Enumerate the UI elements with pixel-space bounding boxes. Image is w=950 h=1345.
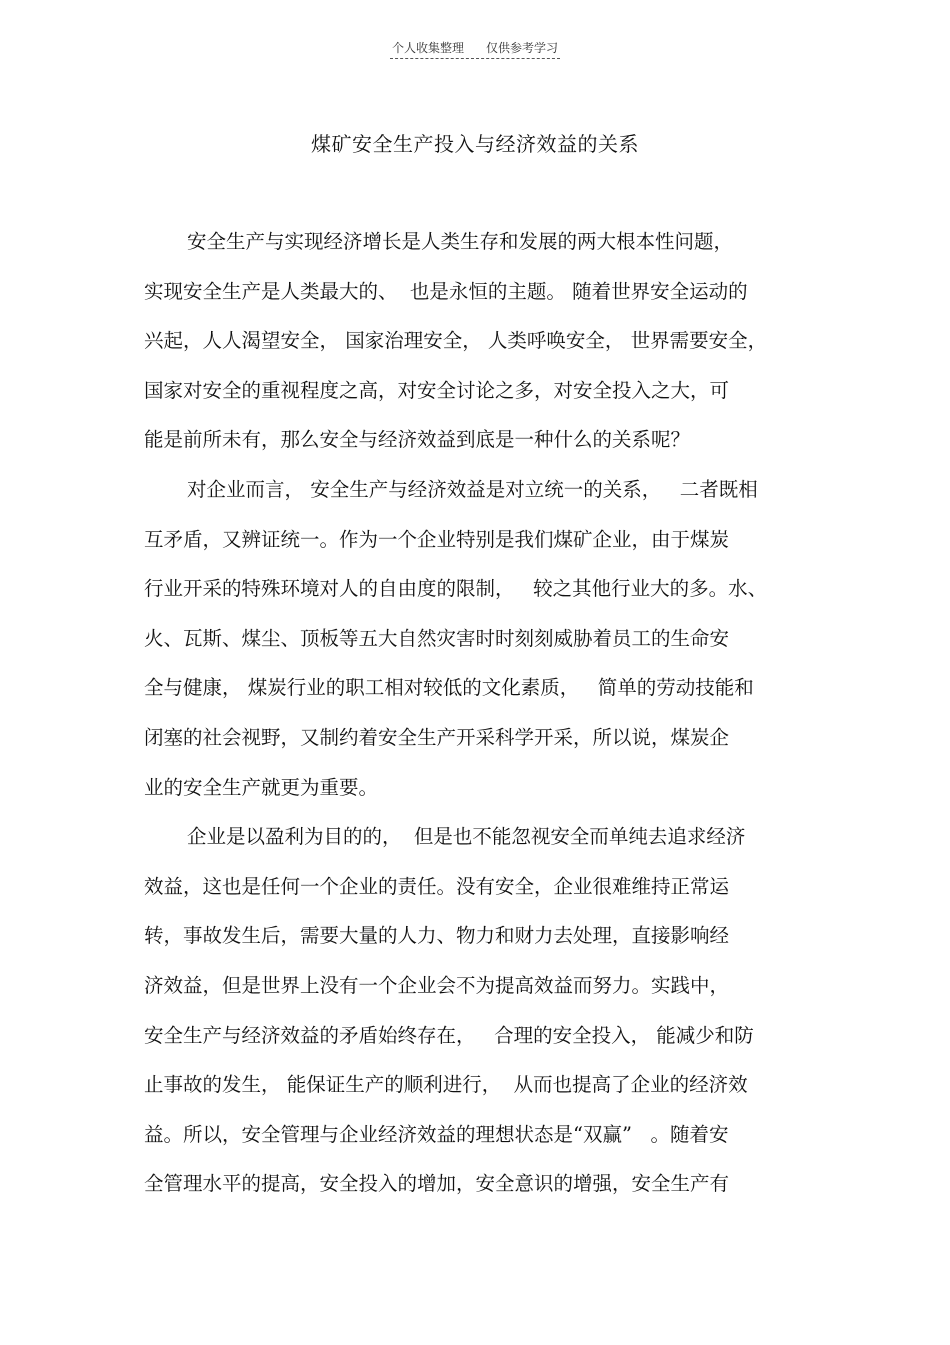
text-line: 全管理水平的提高，安全投入的增加，安全意识的增强，安全生产有 — [144, 1172, 730, 1196]
text-line: 互矛盾，又辨证统一。作为一个企业特别是我们煤矿企业，由于煤炭 — [144, 527, 730, 551]
text-line: 效益，这也是任何一个企业的责任。没有安全，企业很难维持正常运 — [144, 874, 730, 898]
text-line: 国家对安全的重视程度之高，对安全讨论之多，对安全投入之大，可 — [144, 378, 730, 402]
text-line: 兴起，人人渴望安全， 国家治理安全， 人类呼唤安全， 世界需要安全， — [144, 329, 768, 353]
header-left-text: 个人收集整理 — [391, 41, 464, 55]
header-right-text: 仅供参考学习 — [486, 41, 559, 55]
document-title: 煤矿安全生产投入与经济效益的关系 — [311, 132, 639, 156]
page-header — [0, 39, 950, 59]
text-line: 安全生产与实现经济增长是人类生存和发展的两大根本性问题， — [187, 230, 734, 253]
text-line: 全与健康， 煤炭行业的职工相对较低的文化素质， 简单的劳动技能和 — [144, 676, 754, 700]
text-line: 企业是以盈利为目的的， 但是也不能忽视安全而单纯去追求经济 — [187, 825, 746, 849]
text-line: 能是前所未有，那么安全与经济效益到底是一种什么的关系呢？ — [144, 428, 691, 452]
header-rule — [390, 39, 560, 59]
text-line: 济效益，但是世界上没有一个企业会不为提高效益而努力。实践中， — [144, 973, 730, 997]
text-line: 业的安全生产就更为重要。 — [144, 775, 379, 799]
document-body — [144, 224, 816, 1216]
text-line: 止事故的发生， 能保证生产的顺利进行， 从而也提高了企业的经济效 — [144, 1073, 748, 1097]
text-line: 转，事故发生后，需要大量的人力、物力和财力去处理，直接影响经 — [144, 924, 730, 948]
text-line: 火、瓦斯、煤尘、顶板等五大自然灾害时时刻刻威胁着员工的生命安 — [144, 626, 730, 650]
text-line: 对企业而言， 安全生产与经济效益是对立统一的关系， 二者既相 — [187, 477, 758, 501]
text-line: 安全生产与经济效益的矛盾始终存在， 合理的安全投入， 能减少和防 — [144, 1023, 754, 1047]
text-line: 闭塞的社会视野，又制约着安全生产开采科学开采，所以说，煤炭企 — [144, 725, 730, 749]
text-line: 实现安全生产是人类最大的、 也是永恒的主题。 随着世界安全运动的 — [144, 279, 748, 303]
text-line: 行业开采的特殊环境对人的自由度的限制， 较之其他行业大的多。水、 — [144, 577, 768, 601]
text-line: 益。所以，安全管理与企业经济效益的理想状态是“双赢” 。随着安 — [144, 1122, 729, 1146]
